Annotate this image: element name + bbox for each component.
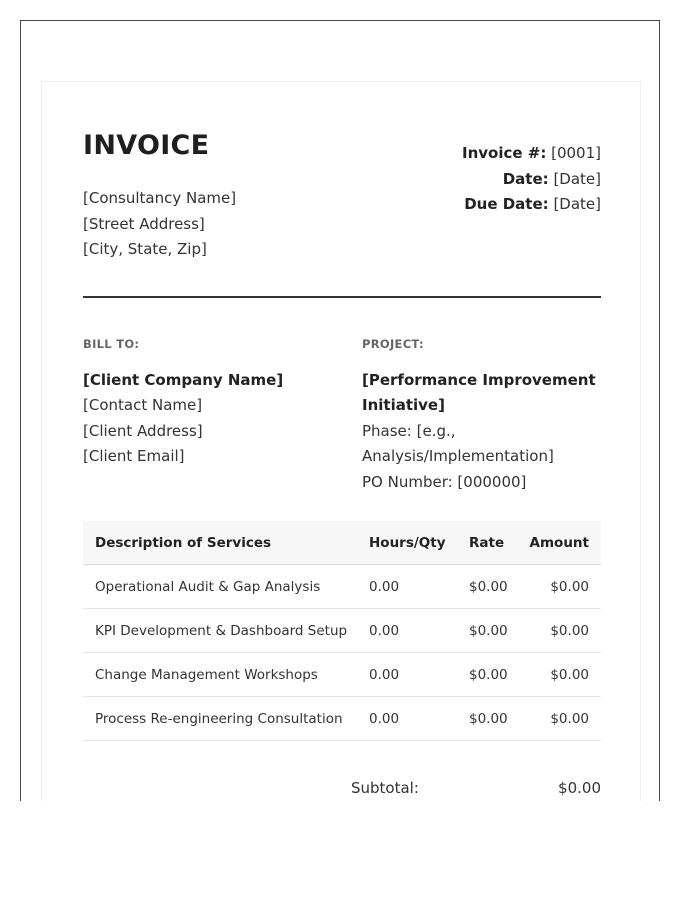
consultancy-address — [83, 186, 236, 263]
project-po-number: PO Number: [000000] — [362, 472, 527, 491]
row-qty: 0.00 — [369, 697, 469, 741]
bill-to-section — [83, 332, 343, 470]
row-amount: $0.00 — [529, 697, 601, 741]
client-company: [Client Company Name] — [83, 370, 284, 389]
invoice-date-value: [Date] — [553, 169, 601, 188]
invoice-number-label: Invoice #: — [461, 144, 547, 162]
row-amount: $0.00 — [529, 565, 601, 609]
invoice-number-line — [462, 141, 601, 167]
row-qty: 0.00 — [369, 609, 469, 653]
subtotal-value: $0.00 — [558, 779, 601, 797]
consultancy-name: [Consultancy Name] — [83, 189, 237, 207]
client-contact: [Contact Name] — [83, 396, 203, 414]
bill-to-label: BILL TO: — [83, 337, 140, 351]
project-phase: Phase: [e.g., Analysis/Implementation] — [362, 421, 554, 465]
header-description: Description of Services — [83, 521, 369, 565]
table-row — [83, 565, 601, 609]
subtotal-label: Subtotal: — [351, 779, 419, 797]
invoice-meta — [462, 141, 601, 218]
header-hours-qty: Hours/Qty — [369, 521, 469, 565]
client-email: [Client Email] — [83, 447, 185, 465]
invoice-due-label: Due Date: — [464, 195, 549, 213]
document-frame — [20, 20, 660, 801]
row-rate: $0.00 — [469, 653, 529, 697]
row-description: KPI Development & Dashboard Setup — [83, 609, 369, 653]
header-rate: Rate — [469, 521, 529, 565]
row-rate: $0.00 — [469, 609, 529, 653]
consultancy-city: [City, State, Zip] — [83, 240, 207, 258]
row-amount: $0.00 — [529, 653, 601, 697]
table-row — [83, 697, 601, 741]
table-row — [83, 609, 601, 653]
row-qty: 0.00 — [369, 565, 469, 609]
table-row — [83, 653, 601, 697]
invoice-number-value: [0001] — [551, 144, 601, 162]
row-amount: $0.00 — [529, 609, 601, 653]
consultancy-street: [Street Address] — [83, 214, 205, 233]
invoice-title: INVOICE — [83, 130, 210, 161]
invoice-due-value: [Date] — [553, 195, 601, 213]
row-rate: $0.00 — [469, 697, 529, 741]
row-description: Change Management Workshops — [83, 653, 369, 697]
row-rate: $0.00 — [469, 565, 529, 609]
project-name: [Performance Improvement Initiative] — [362, 370, 596, 414]
client-address: [Client Address] — [83, 421, 203, 440]
invoice-date-line — [462, 167, 601, 193]
invoice-due-line — [462, 192, 601, 218]
services-table — [83, 521, 601, 741]
invoice-page — [41, 81, 641, 801]
row-description: Process Re-engineering Consultation — [83, 697, 369, 741]
header-divider — [83, 296, 601, 298]
row-description: Operational Audit & Gap Analysis — [83, 565, 369, 609]
project-label: PROJECT: — [362, 337, 424, 351]
row-qty: 0.00 — [369, 653, 469, 697]
project-section — [362, 332, 602, 495]
invoice-date-label: Date: — [502, 169, 549, 188]
table-header-row — [83, 521, 601, 565]
header-amount: Amount — [529, 521, 601, 565]
